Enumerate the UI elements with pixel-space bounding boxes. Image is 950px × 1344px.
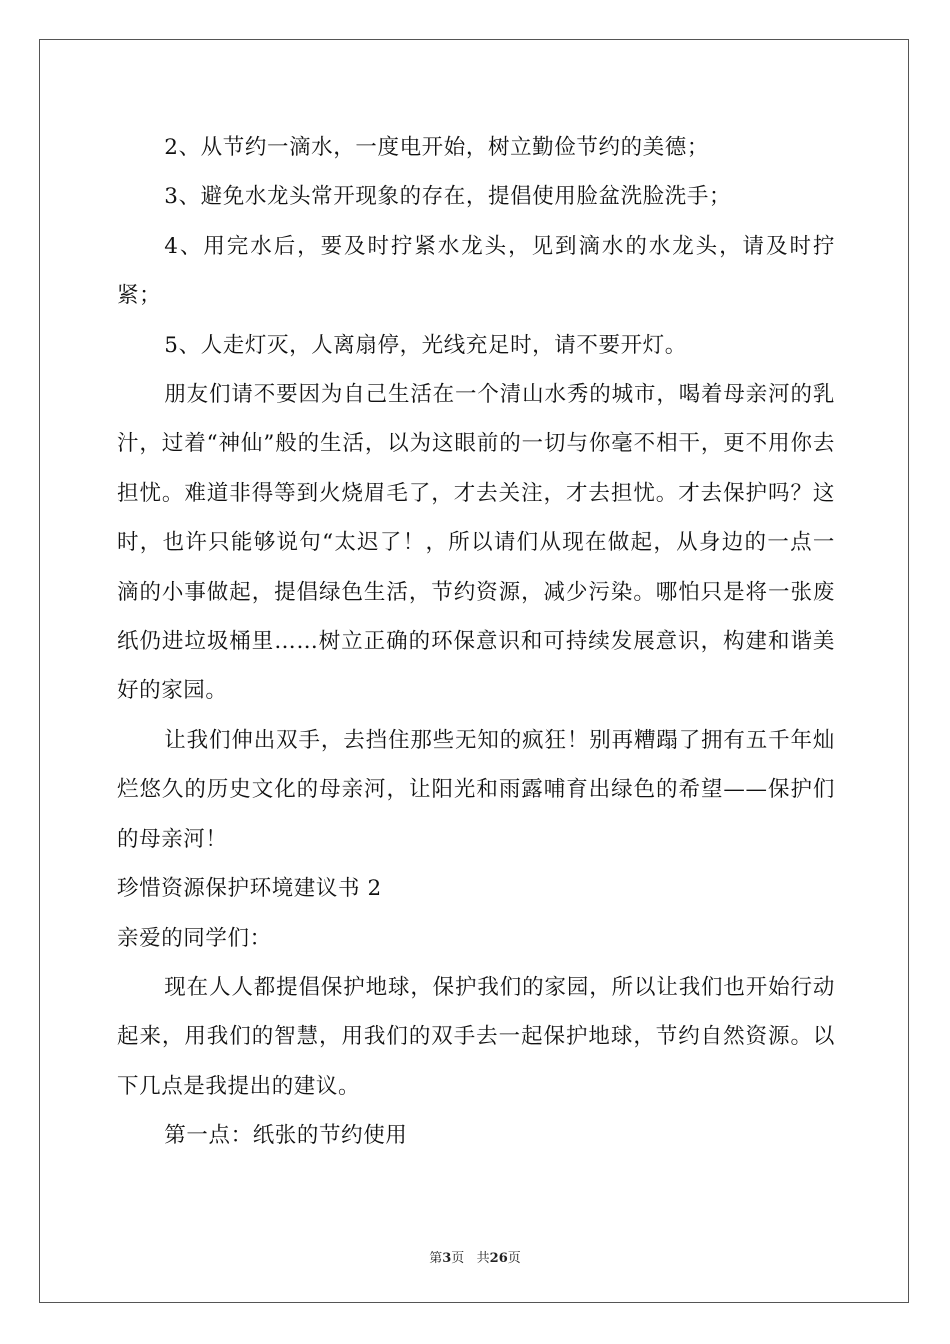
footer-suffix: 页 <box>507 1251 521 1266</box>
page-footer <box>0 1247 950 1266</box>
footer-prefix: 第 <box>429 1251 443 1266</box>
paragraph-friends: 朋友们请不要因为自己生活在一个清山水秀的城市，喝着母亲河的乳汁，过着“神仙”般的生活，以为这眼前的一切与你毫不相干，更不用你去担忧。难道非得等到火烧眉毛了，才去关注，才去担忧。才去保护吗？这时，也许只能够说句“太迟了！，所以请们从现在做起，从身边的一点一滴的小事做起，提倡绿色生活，节约资源，减少污染。哪怕只是将一张废纸仍进垃圾桶里……树立正确的环保意识和可持续发展意识，构建和谐美好的家园。 <box>117 382 835 704</box>
paragraph-call-to-action: 让我们伸出双手，去挡住那些无知的疯狂！别再糟蹋了拥有五千年灿烂悠久的历史文化的母亲河，让阳光和雨露哺育出绿色的希望——保护们的母亲河！ <box>117 727 835 852</box>
paragraph-item-4: 4、用完水后，要及时拧紧水龙头，见到滴水的水龙头，请及时拧紧； <box>117 233 835 309</box>
footer-total-pages: 26 <box>489 1251 508 1266</box>
paragraph-item-2: 2、从节约一滴水，一度电开始，树立勤俭节约的美德； <box>164 135 709 160</box>
paragraph-item-5: 5、人走灯灭，人离扇停，光线充足时，请不要开灯。 <box>164 332 687 358</box>
footer-middle: 页 共 <box>451 1251 490 1266</box>
footer-current-page: 3 <box>442 1251 452 1266</box>
paragraph-point-one: 第一点：纸张的节约使用 <box>164 1123 408 1149</box>
paragraph-intro: 现在人人都提倡保护地球，保护我们的家园，所以让我们也开始行动起来，用我们的智慧，用我们的双手去一起保护地球，节约自然资源。以下几点是我提出的建议。 <box>117 974 835 1099</box>
salutation: 亲爱的同学们： <box>117 925 272 951</box>
document-body <box>117 123 835 1161</box>
paragraph-item-3: 3、避免水龙头常开现象的存在，提倡使用脸盆洗脸洗手； <box>164 184 732 210</box>
section-heading: 珍惜资源保护环境建议书 2 <box>117 876 382 902</box>
